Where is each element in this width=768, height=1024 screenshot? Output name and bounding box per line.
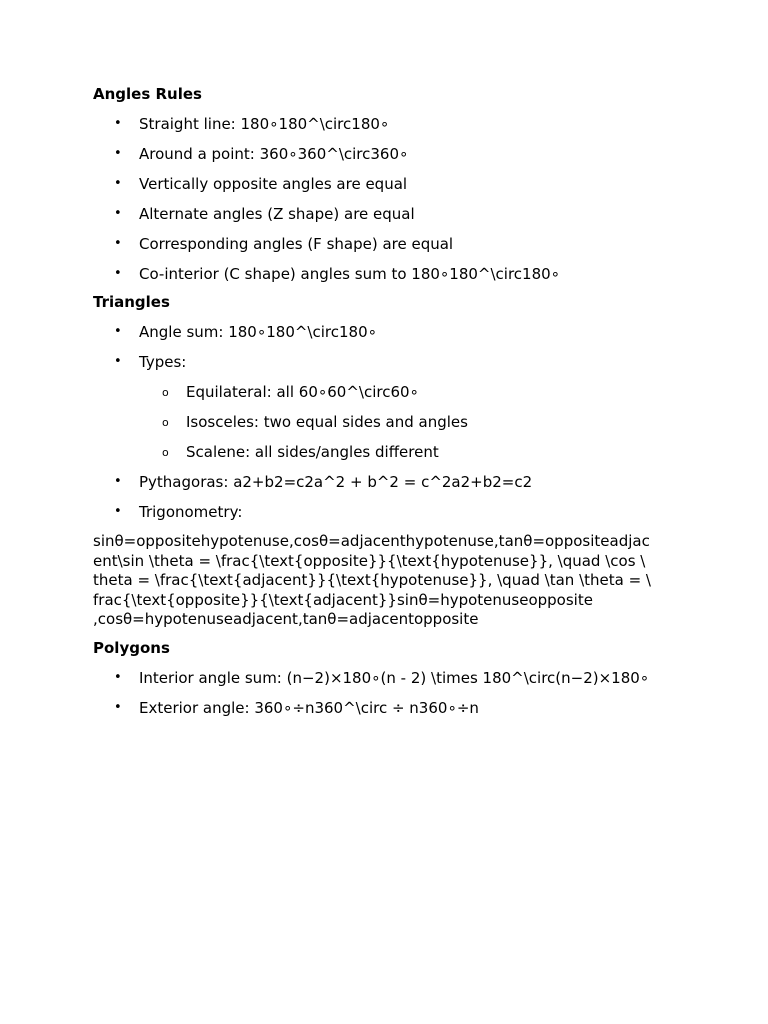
section-heading-triangles: Triangles [93, 293, 170, 311]
list-item-label: Types: [139, 353, 187, 371]
section-heading-polygons: Polygons [93, 638, 170, 657]
paragraph-line: theta = \frac{\text{adjacent}}{\text{hypotenuse}}, \quad \tan \theta = \ [93, 571, 651, 589]
list-item: • Exterior angle: 360∘÷n360^\circ ÷ n360∘÷n [93, 698, 673, 718]
list-item: • Alternate angles (Z shape) are equal [93, 204, 673, 224]
document-page [93, 84, 673, 718]
sub-list-item: o Equilateral: all 60∘60^\circ60∘ [139, 382, 673, 402]
paragraph-line: ,cosθ=hypotenuseadjacent,tanθ=adjacentopposite [93, 610, 479, 628]
triangles-list [93, 322, 673, 372]
sub-list-item: o Isosceles: two equal sides and angles [139, 412, 673, 432]
triangles-list-continued [93, 472, 673, 522]
paragraph-line: frac{\text{opposite}}{\text{adjacent}}sinθ=hypotenuseopposite [93, 590, 593, 609]
angles-rules-list [93, 114, 673, 284]
list-item [93, 352, 673, 372]
list-item: • Corresponding angles (F shape) are equal [93, 234, 673, 254]
polygons-list [93, 668, 673, 718]
triangle-types-list [93, 382, 673, 462]
paragraph-line: ent\sin \theta = \frac{\text{opposite}}{\text{hypotenuse}}, \quad \cos \ [93, 551, 646, 570]
list-item: • Pythagoras: a2+b2=c2a^2 + b^2 = c^2a2+b2=c2 [93, 472, 673, 492]
list-item: • Co-interior (C shape) angles sum to 180∘180^\circ180∘ [93, 264, 673, 284]
list-item: • Vertically opposite angles are equal [93, 174, 673, 194]
list-item: • Interior angle sum: (n−2)×180∘(n - 2) \times 180^\circ(n−2)×180∘ [93, 668, 673, 688]
paragraph-line: sinθ=oppositehypotenuse,cosθ=adjacenthypotenuse,tanθ=oppositeadjac [93, 532, 650, 550]
list-item: • Angle sum: 180∘180^\circ180∘ [93, 322, 673, 342]
trigonometry-formula-paragraph [93, 532, 673, 630]
section-heading-angles-rules: Angles Rules [93, 85, 202, 103]
sub-list-item: o Scalene: all sides/angles different [139, 442, 673, 462]
list-item: • Straight line: 180∘180^\circ180∘ [93, 114, 673, 134]
list-item: • Trigonometry: [93, 502, 673, 522]
list-item: • Around a point: 360∘360^\circ360∘ [93, 144, 673, 164]
